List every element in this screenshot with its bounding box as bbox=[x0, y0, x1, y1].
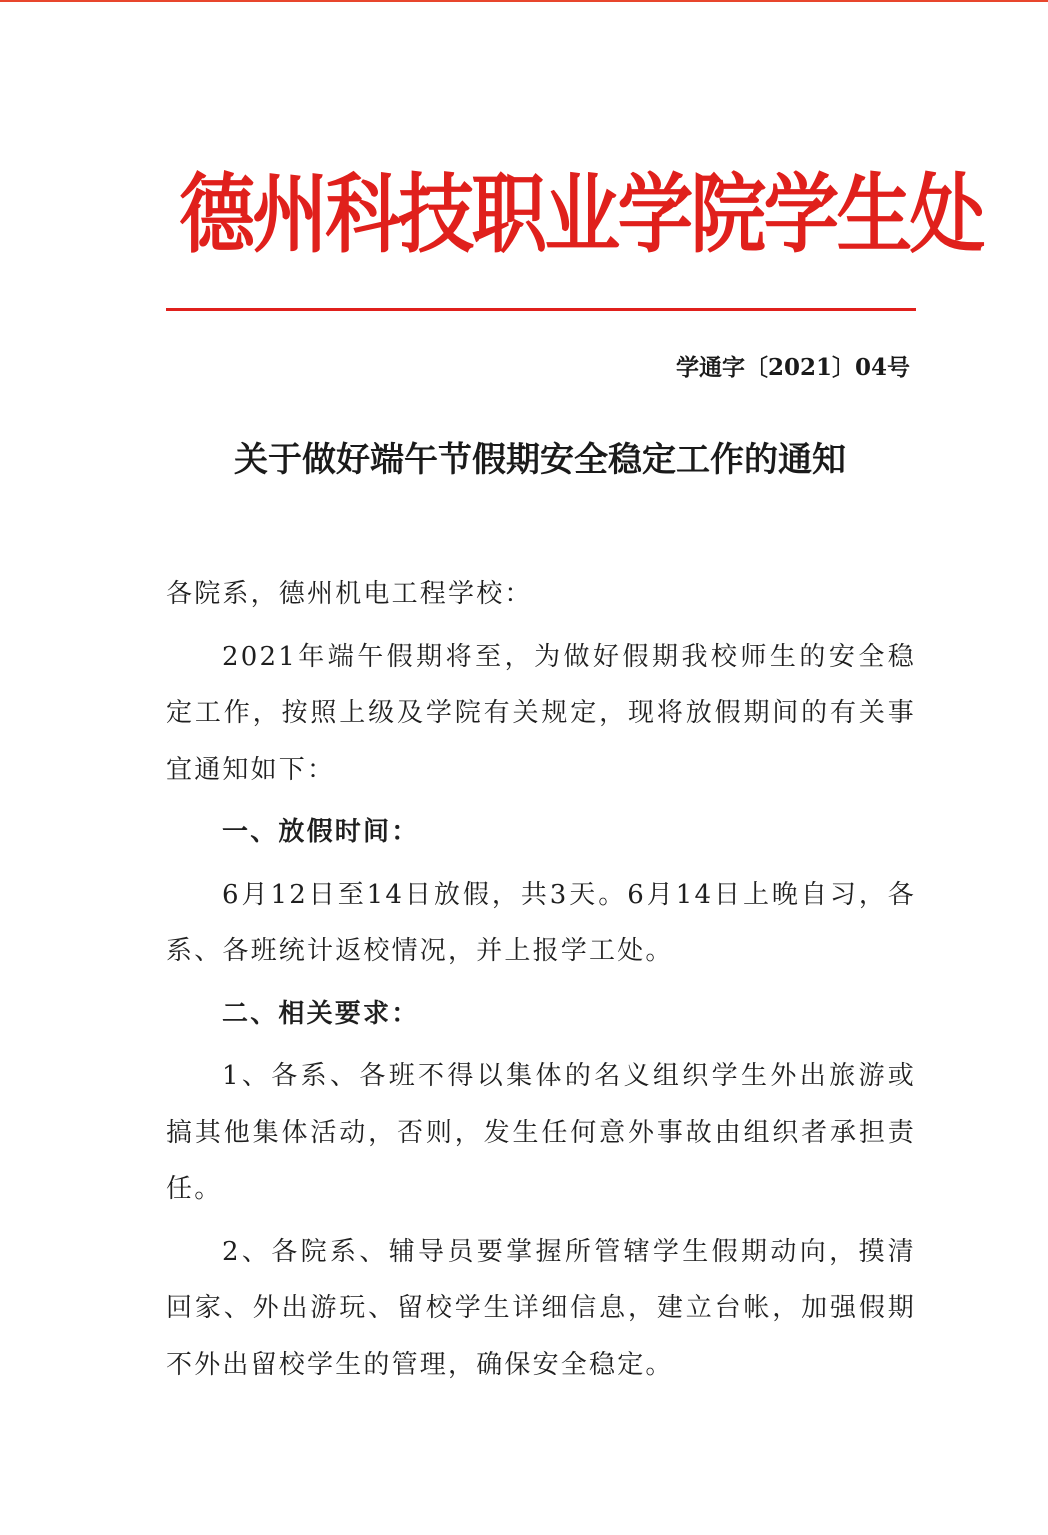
letterhead-red-rule bbox=[166, 308, 916, 311]
document-number: 学通字〔2021〕04号 bbox=[675, 354, 910, 381]
intro-paragraph: 2021年端午假期将至，为做好假期我校师生的安全稳定工作，按照上级及学院有关规定，现将放假期间的有关事宜通知如下： bbox=[166, 641, 916, 785]
salutation: 各院系，德州机电工程学校： bbox=[166, 579, 533, 609]
section-heading-requirements: 二、相关要求： bbox=[222, 998, 420, 1029]
requirement-item-2: 2、各院系、辅导员要掌握所管辖学生假期动向，摸清回家、外出游玩、留校学生详细信息，建立台帐，加强假期不外出留校学生的管理，确保安全稳定。 bbox=[166, 1236, 916, 1380]
holiday-time-paragraph: 6月12日至14日放假，共3天。6月14日上晚自习，各系、各班统计返校情况，并上报学工处。 bbox=[166, 879, 916, 966]
notice-title: 关于做好端午节假期安全稳定工作的通知 bbox=[234, 440, 846, 480]
requirement-item-1: 1、各系、各班不得以集体的名义组织学生外出旅游或搞其他集体活动，否则，发生任何意外事故由组织者承担责任。 bbox=[166, 1061, 916, 1204]
section-heading-holiday-time: 一、放假时间： bbox=[222, 817, 420, 847]
notice-body bbox=[166, 566, 916, 1393]
letterhead-issuer: 德州科技职业学院学生处 bbox=[179, 165, 983, 265]
